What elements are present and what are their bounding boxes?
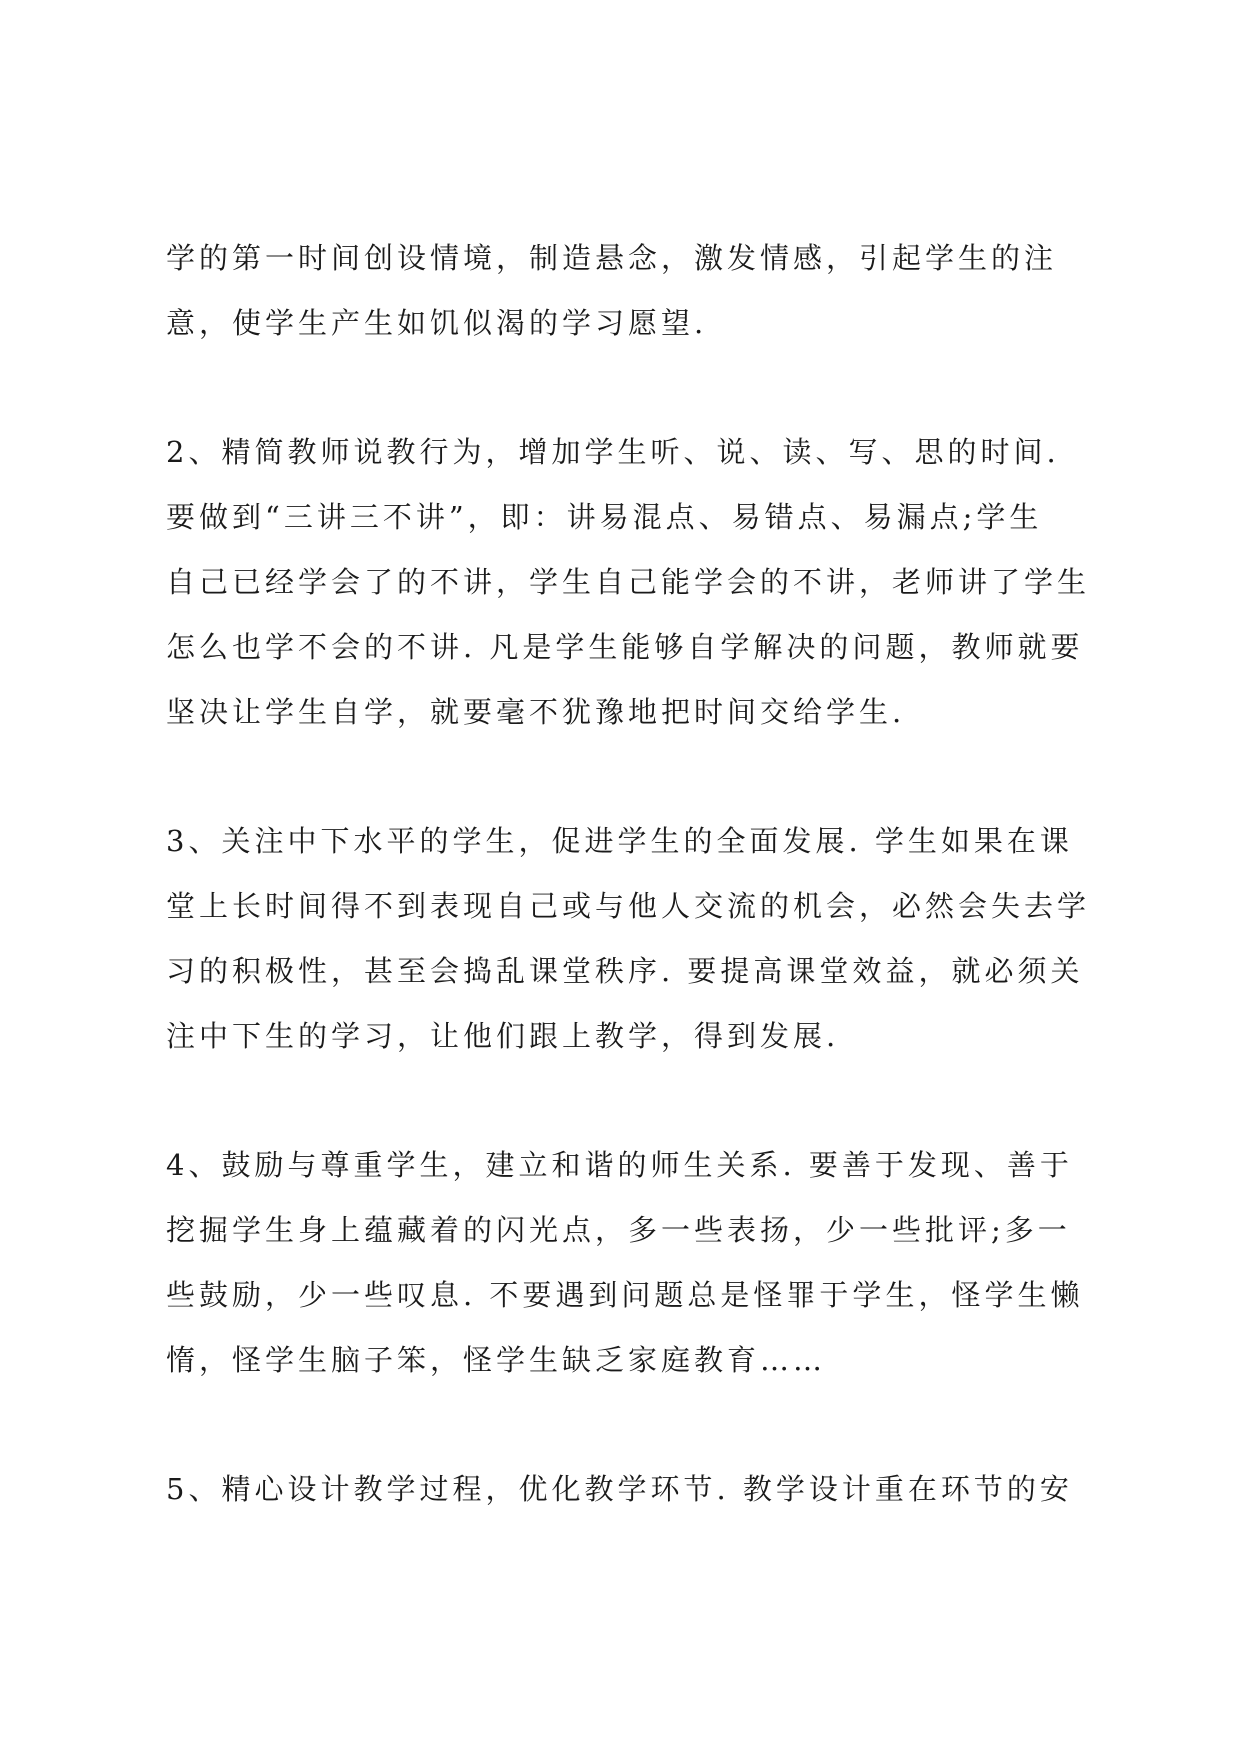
text-line: 些鼓励，少一些叹息. 不要遇到问题总是怪罪于学生，怪学生懒 — [166, 1278, 1084, 1312]
text-line: 自己已经学会了的不讲，学生自己能学会的不讲，老师讲了学生 — [166, 565, 1091, 599]
text-line: 坚决让学生自学，就要毫不犹豫地把时间交给学生. — [166, 695, 906, 729]
paragraph-item-5 — [166, 1457, 1096, 1522]
text-line: 习的积极性，甚至会捣乱课堂秩序. 要提高课堂效益，就必须关 — [166, 954, 1084, 988]
text-line: 注中下生的学习，让他们跟上教学，得到发展. — [166, 1019, 840, 1053]
text-line: 4、鼓励与尊重学生，建立和谐的师生关系. 要善于发现、善于 — [166, 1148, 1073, 1182]
text-line: 怎么也学不会的不讲. 凡是学生能够自学解决的问题，教师就要 — [166, 630, 1084, 664]
text-line: 3、关注中下水平的学生，促进学生的全面发展. 学生如果在课 — [166, 824, 1073, 858]
paragraph-item-3 — [166, 809, 1096, 1069]
paragraph-intro-continuation — [166, 226, 1096, 356]
text-line: 5、精心设计教学过程，优化教学环节. 教学设计重在环节的安 — [166, 1472, 1073, 1506]
text-line: 堂上长时间得不到表现自己或与他人交流的机会，必然会失去学 — [166, 889, 1091, 923]
paragraph-item-2 — [166, 420, 1096, 745]
text-line: 挖掘学生身上蕴藏着的闪光点，多一些表扬，少一些批评;多一 — [166, 1213, 1071, 1247]
text-line: 学的第一时间创设情境，制造悬念，激发情感，引起学生的注 — [166, 241, 1058, 275]
text-line: 意，使学生产生如饥似渴的学习愿望. — [166, 306, 708, 340]
paragraph-item-4 — [166, 1133, 1096, 1393]
text-line: 要做到“三讲三不讲”，即：讲易混点、易错点、易漏点;学生 — [166, 500, 1043, 534]
text-line: 2、精简教师说教行为，增加学生听、说、读、写、思的时间. — [166, 435, 1060, 469]
text-line: 惰，怪学生脑子笨，怪学生缺乏家庭教育…… — [166, 1343, 827, 1377]
document-body — [166, 226, 1096, 1522]
